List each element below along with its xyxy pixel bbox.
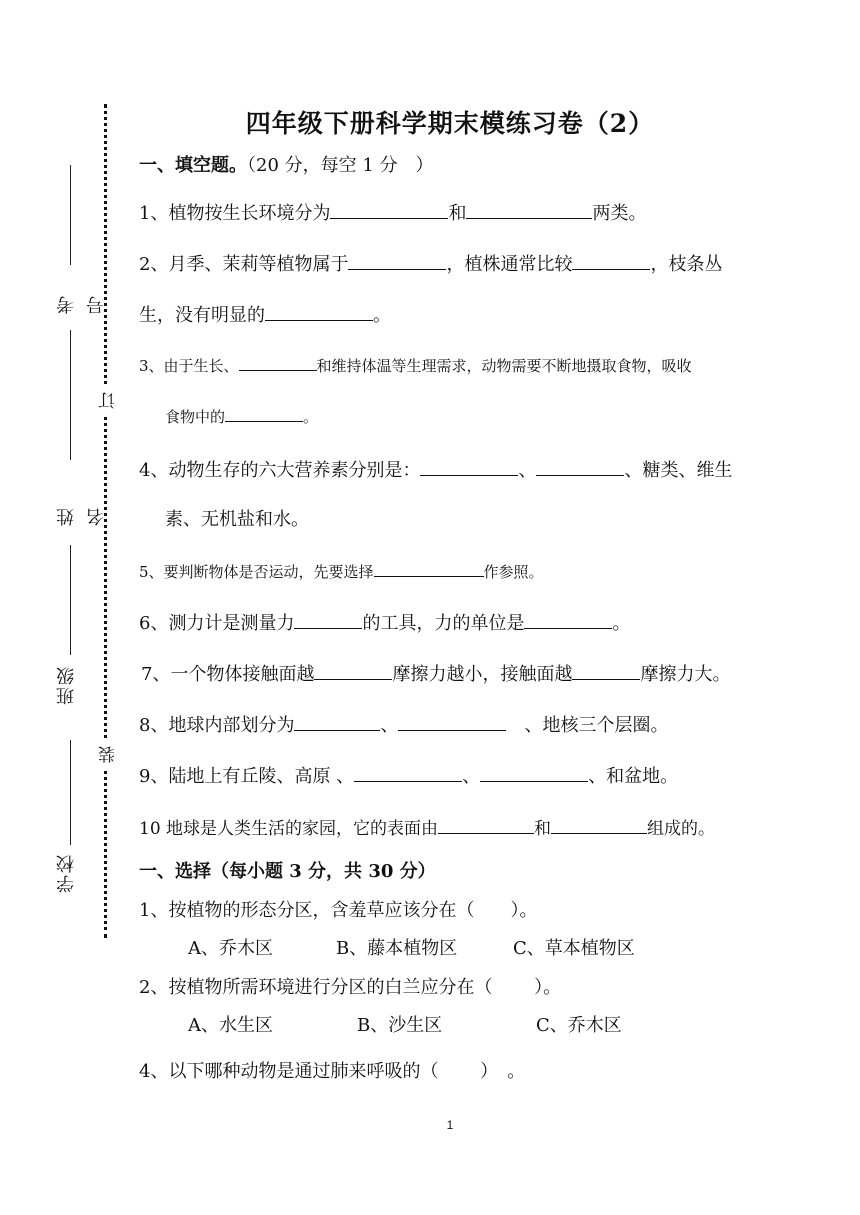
q7-text-a: 7、一个物体接触面越: [141, 664, 315, 685]
q6-text-c: 。: [612, 613, 631, 634]
q9-text-a: 9、陆地上有丘陵、高原 、: [139, 766, 355, 787]
question-8: [139, 712, 668, 738]
q2-text-c: ，枝条丛: [650, 254, 723, 275]
question-3: [139, 354, 692, 378]
q4-text-c: 、糖类、维生: [624, 460, 733, 481]
q7-text-b: 摩擦力越小，接触面越: [392, 664, 573, 685]
q5-text-a: 5、要判断物体是否运动，先要选择: [139, 563, 374, 581]
q2-text-e: 。: [373, 305, 391, 326]
zhuang-mark: 装: [96, 740, 116, 770]
class-line: [70, 740, 71, 845]
q6-text-a: 6、测力计是测量力: [139, 613, 295, 634]
q2-text-d: 生，没有明显的: [139, 305, 265, 326]
exam-no-label: 考 号: [52, 268, 82, 328]
question-1: [139, 200, 646, 226]
question-2-cont: [139, 302, 391, 328]
q2-text-a: 2、月季、茉莉等植物属于: [139, 254, 349, 275]
q7-text-c: 摩擦力大。: [640, 664, 731, 685]
q10-text-c: 组成的。: [647, 819, 716, 839]
school-label: 学校: [52, 848, 82, 898]
q1-text-c: 两类。: [592, 203, 647, 224]
mc-question-4: 4、以下哪种动物是通过肺来呼吸的（ ） 。: [139, 1061, 526, 1082]
q9-text-b: 、: [462, 766, 481, 787]
answer-blank[interactable]: [225, 406, 303, 422]
question-9: [139, 763, 678, 789]
section1-heading-rest: （20 分，每空 1 分 ）: [247, 155, 434, 176]
mc2-option-b[interactable]: B、沙生区: [357, 1015, 443, 1036]
q1-text-a: 1、植物按生长环境分为: [139, 203, 331, 224]
name-label: 姓 名: [52, 480, 82, 540]
answer-blank[interactable]: [466, 200, 592, 219]
q5-text-b: 作参照。: [483, 563, 544, 581]
name-line: [70, 545, 71, 655]
section1-heading: [139, 154, 434, 178]
q6-text-b: 的工具，力的单位是: [362, 613, 525, 634]
class-label: 班级: [52, 660, 82, 710]
answer-blank[interactable]: [524, 610, 612, 629]
question-2: [139, 251, 722, 277]
answer-blank[interactable]: [572, 661, 640, 680]
answer-blank[interactable]: [536, 457, 624, 476]
binding-dotted-line: [104, 104, 107, 938]
q3-text-a: 3、由于生长、: [139, 357, 239, 375]
q4-text-a: 4、动物生存的六大营养素分别是：: [139, 460, 421, 481]
answer-blank[interactable]: [480, 763, 588, 782]
mc-options-1: [188, 937, 635, 961]
mc1-option-a[interactable]: A、乔木区: [188, 938, 273, 959]
mc1-option-b[interactable]: B、藤本植物区: [336, 938, 458, 959]
q1-text-b: 和: [448, 203, 467, 224]
question-6: [139, 610, 630, 636]
question-4-cont: [165, 508, 309, 532]
question-7: [141, 661, 730, 687]
page-number: 1: [446, 1118, 454, 1132]
answer-blank[interactable]: [398, 712, 506, 731]
answer-blank[interactable]: [294, 712, 380, 731]
question-5: [139, 560, 544, 584]
question-3-cont: [165, 405, 318, 429]
q4-text-b: 、: [518, 460, 537, 481]
answer-blank[interactable]: [314, 661, 392, 680]
exam-no-line: [70, 165, 71, 265]
mc-question-1: 1、按植物的形态分区，含羞草应该分在（ ）。: [139, 900, 538, 921]
answer-blank[interactable]: [265, 302, 373, 321]
answer-blank[interactable]: [294, 610, 362, 629]
q8-text-b: 、: [380, 715, 399, 736]
q9-text-c: 、和盆地。: [588, 766, 679, 787]
answer-blank[interactable]: [438, 815, 534, 834]
q10-text-b: 和: [534, 819, 552, 839]
q8-text-a: 8、地球内部划分为: [139, 715, 295, 736]
mc-options-2: [188, 1014, 622, 1038]
answer-blank[interactable]: [239, 355, 317, 371]
q3-text-d: 。: [303, 408, 319, 426]
mc1-option-c[interactable]: C、草本植物区: [513, 938, 635, 959]
mc2-option-a[interactable]: A、水生区: [188, 1015, 273, 1036]
q4-text-d: 素、无机盐和水。: [165, 509, 309, 530]
answer-blank[interactable]: [330, 200, 448, 219]
answer-blank[interactable]: [374, 561, 484, 577]
question-4: [139, 457, 732, 483]
ding-mark: 订: [96, 386, 116, 416]
q10-text-a: 10 地球是人类生活的家园，它的表面由: [139, 819, 439, 839]
answer-blank[interactable]: [348, 251, 446, 270]
mc2-option-c[interactable]: C、乔木区: [536, 1015, 622, 1036]
section2-heading: 一、选择（每小题 3 分，共 30 分）: [139, 861, 436, 882]
answer-blank[interactable]: [572, 251, 650, 270]
q2-text-b: ，植株通常比较: [446, 254, 573, 275]
page-title: 四年级下册科学期末模练习卷（2）: [245, 109, 655, 138]
answer-blank[interactable]: [354, 763, 462, 782]
answer-blank[interactable]: [551, 815, 647, 834]
q8-text-c: 、地核三个层圈。: [506, 715, 669, 736]
question-10: [139, 815, 715, 841]
mc-question-2: 2、按植物所需环境进行分区的白兰应分在（ ）。: [139, 977, 562, 998]
section1-heading-bold: 一、填空题。: [139, 155, 247, 176]
exam-no-line-lower: [70, 330, 71, 460]
q3-text-c: 食物中的: [165, 408, 226, 426]
answer-blank[interactable]: [420, 457, 518, 476]
q3-text-b: 和维持体温等生理需求，动物需要不断地摄取食物，吸收: [316, 357, 692, 375]
